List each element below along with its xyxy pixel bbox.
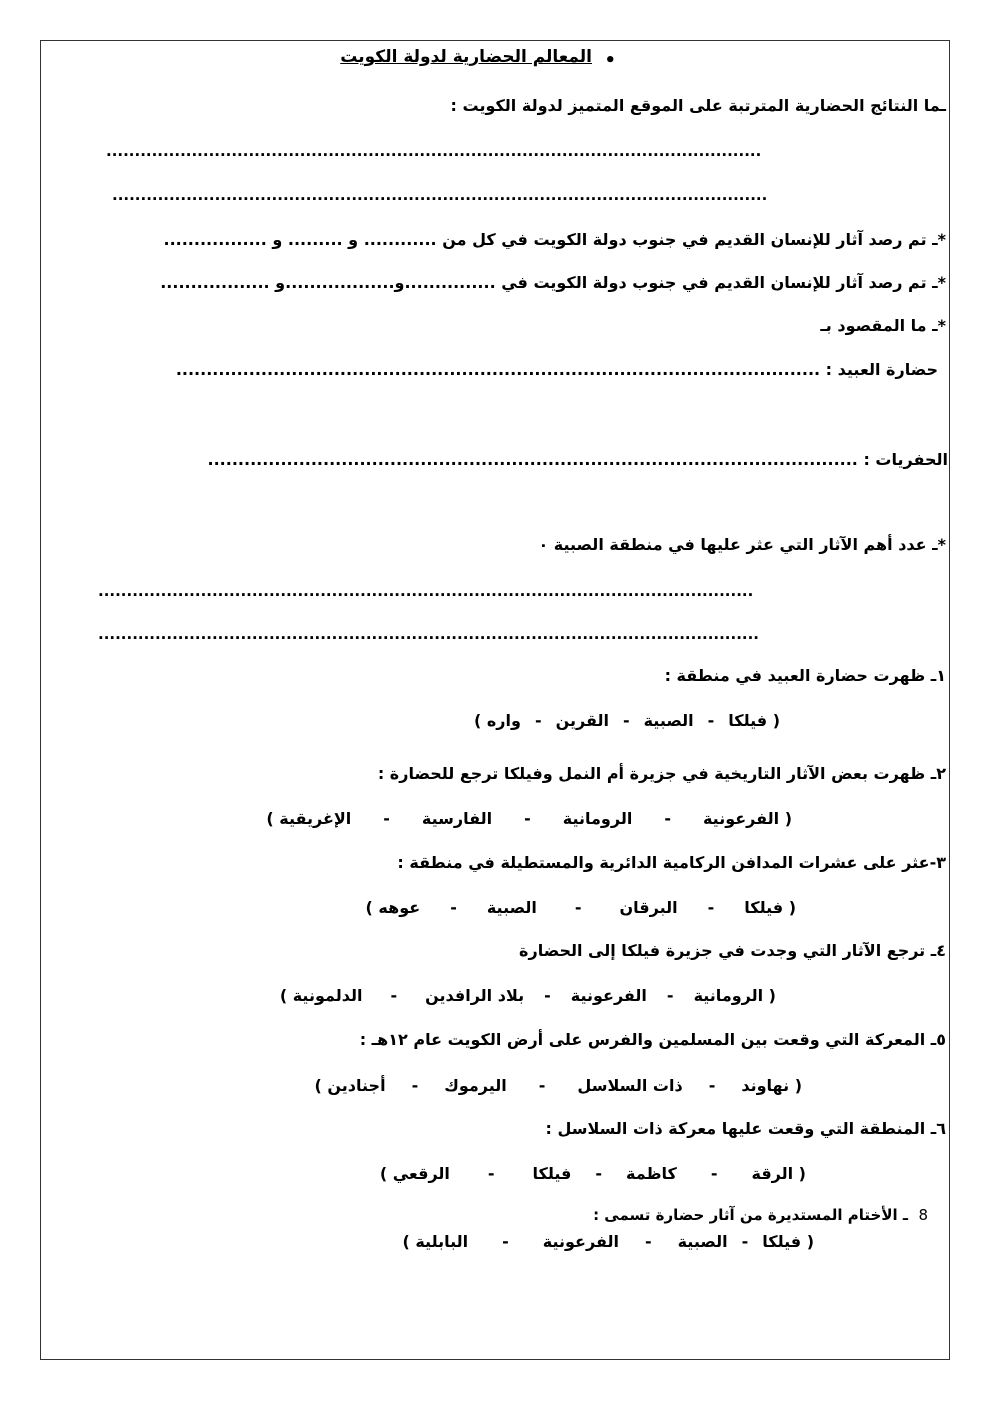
question-traces-2: *ـ تم رصد آثار للإنسان القديم في جنوب دولة الكويت في ...............و..................و .................. (160, 273, 946, 292)
question-meaning: *ـ ما المقصود بـ (820, 316, 946, 335)
mcq-options-4: ( الرومانية-الفرعونية-بلاد الرافدين-الدلمونية ) (279, 986, 776, 1005)
mcq-question-8: ـ الأختام المستديرة من آثار حضارة تسمى : (593, 1206, 908, 1224)
mcq-question-3: ٣-عثر على عشرات المدافن الركامية الدائرية والمستطيلة في منطقة : (397, 853, 946, 872)
mcq-question-2: ٢ـ ظهرت بعض الآثار التاريخية في جزيرة أم النمل وفيلكا ترجع للحضارة : (377, 764, 946, 783)
question-results: ـما النتائج الحضارية المترتبة على الموقع المتميز لدولة الكويت : (450, 96, 946, 115)
mcq-options-1: ( فيلكا-الصبية-القرين-واره ) (473, 711, 780, 730)
mcq-question-4: ٤ـ ترجع الآثار التي وجدت في جزيرة فيلكا إلى الحضارة (519, 941, 946, 960)
page-title: المعالم الحضارية لدولة الكويت (340, 47, 592, 67)
mcq-options-5: ( نهاوند-ذات السلاسل-اليرموك-أجنادين ) (314, 1076, 802, 1095)
mcq-options-6: ( الرقة-كاظمة-فيلكا-الرقعي ) (379, 1164, 806, 1183)
mcq-question-1: ١ـ ظهرت حضارة العبيد في منطقة : (664, 666, 946, 685)
bullet-icon: • (604, 50, 616, 71)
mcq-question-6: ٦ـ المنطقة التي وقعت عليها معركة ذات السلاسل : (545, 1119, 946, 1138)
mcq-question-5: ٥ـ المعركة التي وقعت بين المسلمين والفرس على أرض الكويت عام ١٢هـ : (359, 1030, 946, 1049)
option: الصبية (643, 711, 694, 730)
question-traces-1: *ـ تم رصد آثار للإنسان القديم في جنوب دولة الكويت في كل من ............ و ......... و ................. (163, 230, 946, 249)
option: القرين (555, 711, 609, 730)
mcq-options-2: ( الفرعونية-الرومانية-الفارسية-الإغريقية ) (266, 809, 792, 828)
answer-line-3: ................................................................................................................... (98, 582, 754, 600)
mcq-options-3: ( فيلكا-البرقان-الصبية-عوهه ) (365, 898, 796, 917)
question-number-8: 8 (918, 1206, 928, 1224)
question-sabiya-finds: *ـ عدد أهم الآثار التي عثر عليها في منطقة الصبية ٠ (538, 535, 946, 554)
mcq-options-8: ( فيلكا-الصبية-الفرعونية-البابلية ) (402, 1232, 814, 1251)
answer-line-2: ................................................................................................................... (112, 186, 768, 204)
option: واره ) (473, 711, 521, 730)
option: ( فيلكا (728, 711, 780, 730)
answer-line-1: ................................................................................................................... (106, 142, 762, 160)
definition-excavations: الحفريات : ........................................................................................................... (207, 450, 948, 469)
answer-line-4: .................................................................................................................... (98, 625, 759, 643)
definition-ubaid: حضارة العبيد : .......................................................................................................... (175, 360, 938, 379)
